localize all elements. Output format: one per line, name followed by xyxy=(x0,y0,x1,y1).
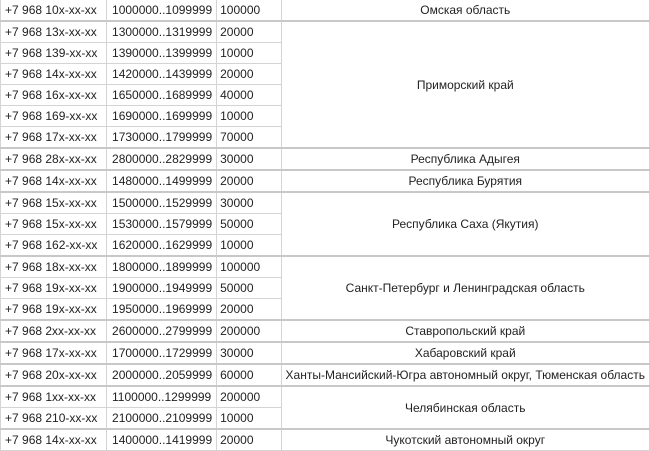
phone-mask-cell: +7 968 1xx-xx-xx xyxy=(1,386,107,408)
capacity-cell: 20000 xyxy=(217,170,281,192)
phone-mask-cell: +7 968 28x-xx-xx xyxy=(1,148,107,170)
region-cell: Ханты-Мансийский-Югра автономный округ, Тюменская область xyxy=(281,364,649,386)
capacity-cell: 100000 xyxy=(217,256,281,278)
phone-mask-cell: +7 968 139-xx-xx xyxy=(1,43,107,64)
number-range-cell: 1730000..1799999 xyxy=(107,127,217,149)
phone-mask-cell: +7 968 17x-xx-xx xyxy=(1,342,107,364)
capacity-cell: 70000 xyxy=(217,127,281,149)
phone-mask-cell: +7 968 18x-xx-xx xyxy=(1,256,107,278)
phone-mask-cell: +7 968 16x-xx-xx xyxy=(1,85,107,106)
number-range-cell: 1950000..1969999 xyxy=(107,299,217,321)
table-row xyxy=(1,320,650,342)
capacity-cell: 20000 xyxy=(217,21,281,43)
table-row xyxy=(1,170,650,192)
number-range-cell: 2800000..2829999 xyxy=(107,148,217,170)
number-range-cell: 1690000..1699999 xyxy=(107,106,217,127)
phone-mask-cell: +7 968 10x-xx-xx xyxy=(1,0,107,21)
number-range-cell: 1420000..1439999 xyxy=(107,64,217,85)
region-cell: Ставропольский край xyxy=(281,320,649,342)
capacity-cell: 60000 xyxy=(217,364,281,386)
number-range-cell: 1500000..1529999 xyxy=(107,192,217,214)
capacity-cell: 10000 xyxy=(217,408,281,430)
number-range-cell: 2600000..2799999 xyxy=(107,320,217,342)
capacity-cell: 200000 xyxy=(217,320,281,342)
phone-mask-cell: +7 968 17x-xx-xx xyxy=(1,127,107,149)
capacity-cell: 20000 xyxy=(217,64,281,85)
phone-mask-cell: +7 968 15x-xx-xx xyxy=(1,214,107,235)
phone-mask-cell: +7 968 19x-xx-xx xyxy=(1,299,107,321)
number-range-cell: 1100000..1299999 xyxy=(107,386,217,408)
table-row xyxy=(1,364,650,386)
phone-mask-cell: +7 968 19x-xx-xx xyxy=(1,278,107,299)
number-range-cell: 1390000..1399999 xyxy=(107,43,217,64)
region-cell: Санкт-Петербург и Ленинградская область xyxy=(281,256,649,320)
region-cell: Приморский край xyxy=(281,21,649,148)
number-range-cell: 1530000..1579999 xyxy=(107,214,217,235)
capacity-cell: 100000 xyxy=(217,0,281,21)
capacity-cell: 10000 xyxy=(217,235,281,257)
capacity-cell: 50000 xyxy=(217,214,281,235)
table-row xyxy=(1,256,650,278)
region-cell: Омская область xyxy=(281,0,649,21)
phone-mask-cell: +7 968 20x-xx-xx xyxy=(1,364,107,386)
table-row xyxy=(1,386,650,408)
number-range-cell: 1480000..1499999 xyxy=(107,170,217,192)
number-range-cell: 1300000..1319999 xyxy=(107,21,217,43)
region-cell: Республика Адыгея xyxy=(281,148,649,170)
capacity-cell: 200000 xyxy=(217,386,281,408)
table-row xyxy=(1,148,650,170)
capacity-cell: 10000 xyxy=(217,43,281,64)
number-range-cell: 1400000..1419999 xyxy=(107,429,217,451)
phone-mask-cell: +7 968 210-xx-xx xyxy=(1,408,107,430)
capacity-cell: 10000 xyxy=(217,106,281,127)
phone-mask-cell: +7 968 2xx-xx-xx xyxy=(1,320,107,342)
capacity-cell: 40000 xyxy=(217,85,281,106)
phone-mask-cell: +7 968 162-xx-xx xyxy=(1,235,107,257)
table-row xyxy=(1,0,650,21)
capacity-cell: 30000 xyxy=(217,192,281,214)
table-row xyxy=(1,342,650,364)
phone-mask-cell: +7 968 13x-xx-xx xyxy=(1,21,107,43)
numbering-table-body xyxy=(1,0,650,451)
region-cell: Республика Бурятия xyxy=(281,170,649,192)
phone-mask-cell: +7 968 14x-xx-xx xyxy=(1,429,107,451)
phone-mask-cell: +7 968 169-xx-xx xyxy=(1,106,107,127)
phone-mask-cell: +7 968 15x-xx-xx xyxy=(1,192,107,214)
number-range-cell: 2100000..2109999 xyxy=(107,408,217,430)
table-row xyxy=(1,192,650,214)
region-cell: Хабаровский край xyxy=(281,342,649,364)
capacity-cell: 20000 xyxy=(217,299,281,321)
capacity-cell: 30000 xyxy=(217,148,281,170)
capacity-cell: 30000 xyxy=(217,342,281,364)
number-range-cell: 1800000..1899999 xyxy=(107,256,217,278)
region-cell: Челябинская область xyxy=(281,386,649,429)
phone-mask-cell: +7 968 14x-xx-xx xyxy=(1,64,107,85)
capacity-cell: 20000 xyxy=(217,429,281,451)
region-cell: Республика Саха (Якутия) xyxy=(281,192,649,256)
table-row xyxy=(1,21,650,43)
number-range-cell: 2000000..2059999 xyxy=(107,364,217,386)
number-range-cell: 1620000..1629999 xyxy=(107,235,217,257)
capacity-cell: 50000 xyxy=(217,278,281,299)
number-range-cell: 1700000..1729999 xyxy=(107,342,217,364)
table-row xyxy=(1,429,650,451)
number-range-cell: 1650000..1689999 xyxy=(107,85,217,106)
number-range-cell: 1000000..1099999 xyxy=(107,0,217,21)
number-range-cell: 1900000..1949999 xyxy=(107,278,217,299)
phone-mask-cell: +7 968 14x-xx-xx xyxy=(1,170,107,192)
region-cell: Чукотский автономный округ xyxy=(281,429,649,451)
